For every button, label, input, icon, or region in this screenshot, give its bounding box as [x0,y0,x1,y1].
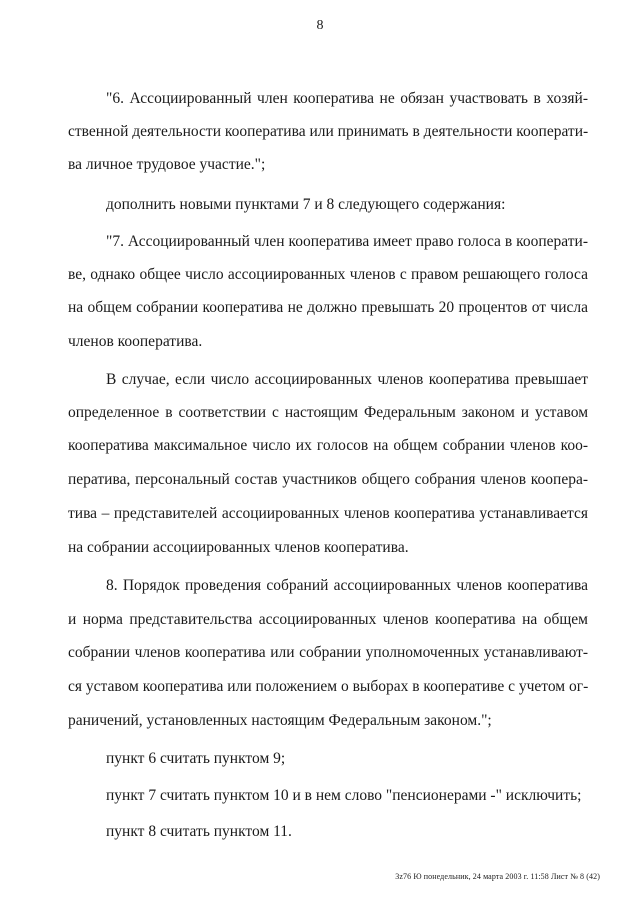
text-line: пункт 7 считать пунктом 10 и в нем слово "пенсионерами -" исключить; [106,787,582,804]
text-line: на собрании ассоциированных членов кооператива. [68,539,409,556]
text-line: 8. Порядок проведения собраний ассоциированных членов кооператива [106,577,588,594]
text-line: "6. Ассоциированный член кооператива не обязан участвовать в хозяй- [106,90,588,107]
text-line: и норма представительства ассоциированных членов кооператива на общем [68,611,588,628]
text-line: ственной деятельности кооператива или принимать в деятельности кооперати- [68,123,589,140]
text-line: В случае, если число ассоциированных членов кооператива превышает [106,371,588,388]
page-footer: 3z76 Ю понедельник, 24 марта 2003 г. 11:58 Лист № 8 (42) [395,872,600,881]
text-line: собрании членов кооператива или собрании уполномоченных устанавливают- [68,644,588,661]
text-line: кооператива максимальное число их голосов на общем собрании членов коо- [68,437,588,454]
text-line: тива – представителей ассоциированных членов кооператива устанавливается [68,505,588,522]
text-line: ве, однако общее число ассоциированных членов с правом решающего голоса [68,266,588,283]
text-line: раничений, установленных настоящим Федеральным законом."; [68,712,492,729]
text-line: определенное в соответствии с настоящим Федеральным законом и уставом [68,404,588,421]
page-number: 8 [316,18,324,33]
text-line: ся уставом кооператива или положением о выборах в кооперативе с учетом ог- [68,678,589,695]
text-line: на общем собрании кооператива не должно превышать 20 процентов от числа [68,299,588,316]
text-line: пункт 8 считать пунктом 11. [106,823,292,840]
text-line: ва личное трудовое участие."; [68,156,266,173]
text-line: дополнить новыми пунктами 7 и 8 следующего содержания: [106,196,506,213]
text-line: "7. Ассоциированный член кооператива имеет право голоса в кооперати- [106,233,588,250]
text-line: ператива, персональный состав участников общего собрания членов коопера- [68,471,588,488]
text-line: пункт 6 считать пунктом 9; [106,750,286,767]
text-line: членов кооператива. [68,333,203,350]
